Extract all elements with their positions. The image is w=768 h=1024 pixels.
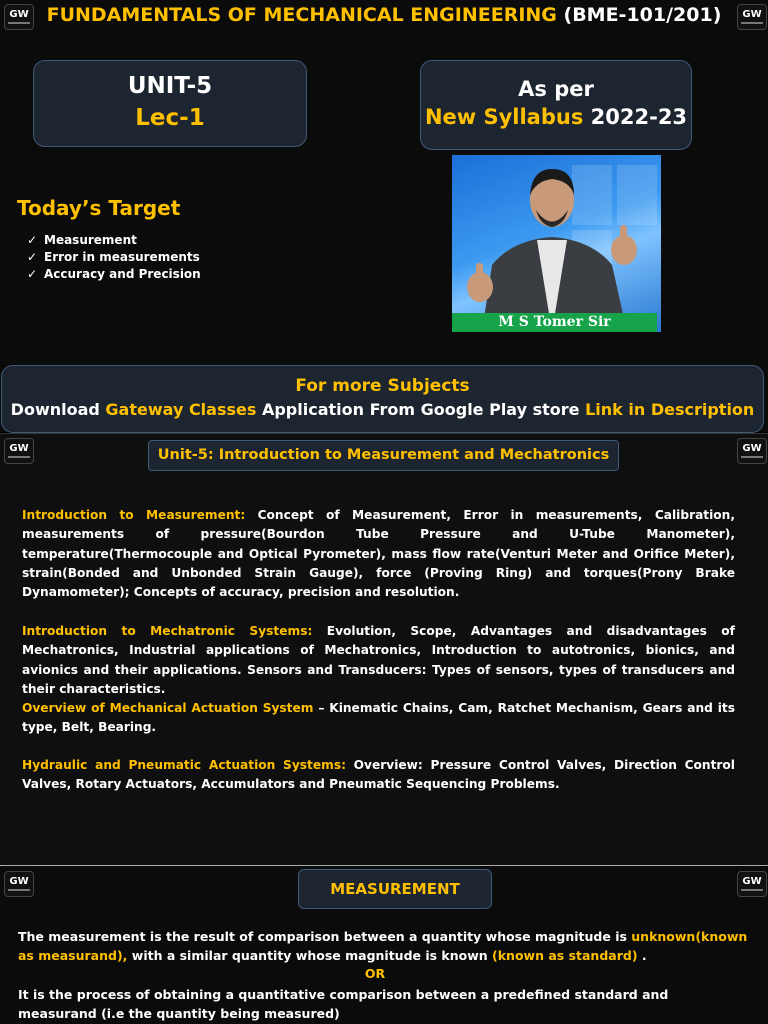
unit-heading: Unit-5: Introduction to Measurement and Mechatronics <box>148 440 619 471</box>
list-item: ✓ Measurement <box>27 233 137 247</box>
more-subjects-text: For more Subjects <box>295 376 470 396</box>
instructor-figure <box>452 155 661 332</box>
syllabus-line1: As per <box>518 77 594 101</box>
paragraph-label: Hydraulic and Pneumatic Actuation Systems: <box>22 758 346 772</box>
download-banner <box>1 365 764 433</box>
link-in-description: Link in Description <box>585 400 755 419</box>
course-title <box>0 4 768 26</box>
measurement-slide <box>0 865 768 1024</box>
gateway-logo-icon: GW <box>4 4 34 30</box>
unit-label: UNIT-5 <box>127 73 213 99</box>
title-slide <box>0 0 768 432</box>
target-list <box>27 232 201 283</box>
gateway-logo-icon: GW <box>737 438 767 464</box>
paragraph-label: Overview of Mechanical Actuation System <box>22 701 314 715</box>
syllabus-paragraph: Overview of Mechanical Actuation System – Kinematic Chains, Cam, Ratchet Mechanism, Gears and its type, Belt, Bearing. <box>22 701 735 735</box>
or-separator: OR <box>364 966 386 981</box>
download-text: Download Gateway Classes Application From Google Play store Link in Description <box>10 400 755 419</box>
definition-2: It is the process of obtaining a quantitative comparison between a predefined standard and measurand (i.e the quantity being measured) <box>18 987 669 1021</box>
unit-box <box>33 60 307 147</box>
gateway-classes-link: Gateway Classes <box>105 400 257 419</box>
todays-target-heading: Today’s Target <box>17 196 181 220</box>
syllabus-year: 2022-23 <box>583 105 688 129</box>
syllabus-box <box>420 60 692 150</box>
lecture-label: Lec-1 <box>135 105 205 131</box>
check-icon: ✓ <box>27 233 38 247</box>
syllabus-highlight: New Syllabus <box>424 105 584 129</box>
check-icon: ✓ <box>27 267 38 281</box>
list-item: ✓ Accuracy and Precision <box>27 267 201 281</box>
syllabus-paragraph: Introduction to Mechatronic Systems: Evolution, Scope, Advantages and disadvantages of Mechatronics, Industrial applications of Mechatronics, Introduction to autotronics, bionics, and avionics and their applications. Sensors and Transducers: Types of sensors, types of transducers and their characteristics. <box>22 624 735 696</box>
instructor-photo <box>452 155 661 332</box>
course-code: (BME-101/201) <box>556 4 722 26</box>
gateway-logo-icon: GW <box>4 438 34 464</box>
gateway-logo-icon: GW <box>737 871 767 897</box>
gateway-logo-icon: GW <box>4 871 34 897</box>
course-title-main: FUNDAMENTALS OF MECHANICAL ENGINEERING <box>46 4 557 26</box>
syllabus-slide <box>0 433 768 865</box>
definition-1: The measurement is the result of comparison between a quantity whose magnitude is unknown(known as measurand), with a similar quantity whose magnitude is known (known as standard) . <box>18 929 748 963</box>
instructor-name: M S Tomer Sir <box>452 313 657 332</box>
paragraph-label: Introduction to Mechatronic Systems: <box>22 624 313 638</box>
list-item: ✓ Error in measurements <box>27 250 200 264</box>
paragraph-label: Introduction to Measurement: <box>22 508 246 522</box>
syllabus-paragraph: Introduction to Measurement: Concept of Measurement, Error in measurements, Calibration, measurements of pressure(Bourdon Tube Pressure and U-Tube Manometer), temperature(Thermocouple and Optical Pyrometer), mass flow rate(Venturi Meter and Orifice Meter), strain(Bonded and Unbonded Strain Gauge), force (Proving Ring) and torques(Prony Brake Dynamometer); Concepts of accuracy, precision and resolution. <box>22 508 735 600</box>
measurement-heading: MEASUREMENT <box>298 869 492 909</box>
syllabus-paragraph: Hydraulic and Pneumatic Actuation Systems: Overview: Pressure Control Valves, Direction Control Valves, Rotary Actuators, Accumulators and Pneumatic Sequencing Problems. <box>22 758 735 792</box>
syllabus-line2 <box>421 105 691 129</box>
check-icon: ✓ <box>27 250 38 264</box>
gateway-logo-icon: GW <box>737 4 767 30</box>
